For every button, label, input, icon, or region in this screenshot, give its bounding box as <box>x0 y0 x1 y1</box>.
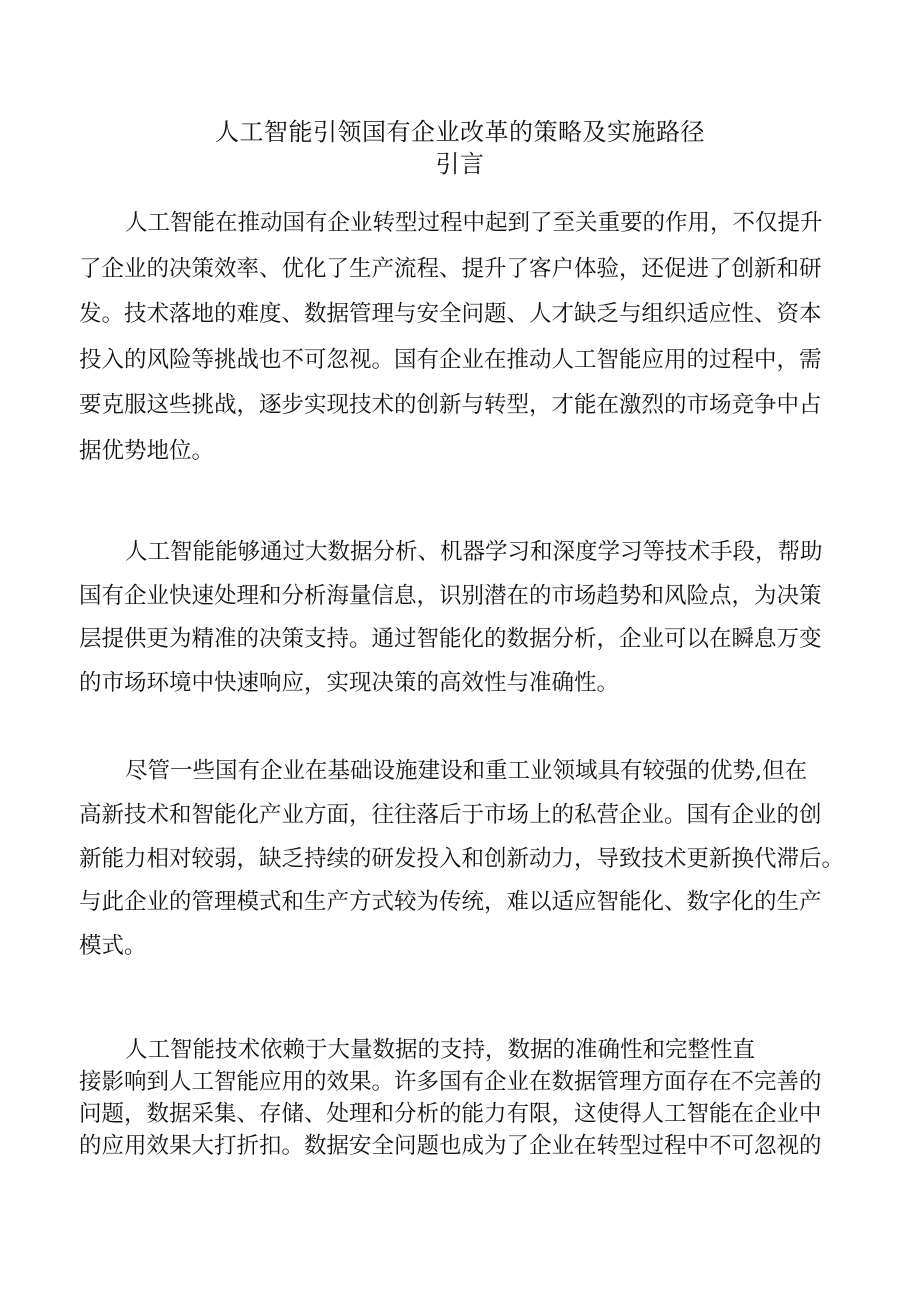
paragraph-line: 与此企业的管理模式和生产方式较为传统，难以适应智能化、数字化的生产 <box>79 889 822 916</box>
paragraph-2 <box>79 531 845 705</box>
paragraph-line: 发。技术落地的难度、数据管理与安全问题、人才缺乏与组织适应性、资本 <box>79 301 822 328</box>
paragraph-line: 层提供更为精准的决策支持。通过智能化的数据分析，企业可以在瞬息万变 <box>79 626 822 652</box>
paragraph-line: 的应用效果大打折扣。数据安全问题也成为了企业在转型过程中不可忽视的 <box>79 1133 822 1159</box>
paragraph-line: 的市场环境中快速响应，实现决策的高效性与准确性。 <box>79 669 620 696</box>
paragraph-line: 人工智能技术依赖于大量数据的支持，数据的准确性和完整性直 <box>125 1037 756 1063</box>
paragraph-3 <box>79 750 845 969</box>
paragraph-line: 新能力相对较弱，缺乏持续的研发投入和创新动力，导致技术更新换代滞后。 <box>79 845 845 872</box>
paragraph-line: 尽管一些国有企业在基础设施建设和重工业领域具有较强的优势,但在 <box>125 758 808 784</box>
paragraph-line: 人工智能能够通过大数据分析、机器学习和深度学习等技术手段，帮助 <box>125 539 823 565</box>
paragraph-line: 模式。 <box>79 933 147 960</box>
document-title: 人工智能引领国有企业改革的策略及实施路径 <box>215 118 705 146</box>
paragraph-line: 接影响到人工智能应用的效果。许多国有企业在数据管理方面存在不完善的 <box>79 1069 822 1095</box>
paragraph-4 <box>79 1034 845 1162</box>
paragraph-line: 据优势地位。 <box>79 437 215 464</box>
document-subtitle: 引言 <box>435 150 485 178</box>
paragraph-line: 要克服这些挑战，逐步实现技术的创新与转型，才能在激烈的市场竞争中占 <box>79 392 822 419</box>
paragraph-1 <box>79 201 845 475</box>
paragraph-line: 了企业的决策效率、优化了生产流程、提升了客户体验，还促进了创新和研 <box>79 255 822 282</box>
paragraph-line: 投入的风险等挑战也不可忽视。国有企业在推动人工智能应用的过程中，需 <box>79 346 822 373</box>
paragraph-line: 国有企业快速处理和分析海量信息，识别潜在的市场趋势和风险点，为决策 <box>79 582 822 609</box>
paragraph-line: 问题，数据采集、存储、处理和分析的能力有限，这使得人工智能在企业中 <box>79 1101 822 1127</box>
paragraph-line: 人工智能在推动国有企业转型过程中起到了至关重要的作用，不仅提升 <box>125 210 823 236</box>
paragraph-line: 高新技术和智能化产业方面，往往落后于市场上的私营企业。国有企业的创 <box>79 801 822 828</box>
